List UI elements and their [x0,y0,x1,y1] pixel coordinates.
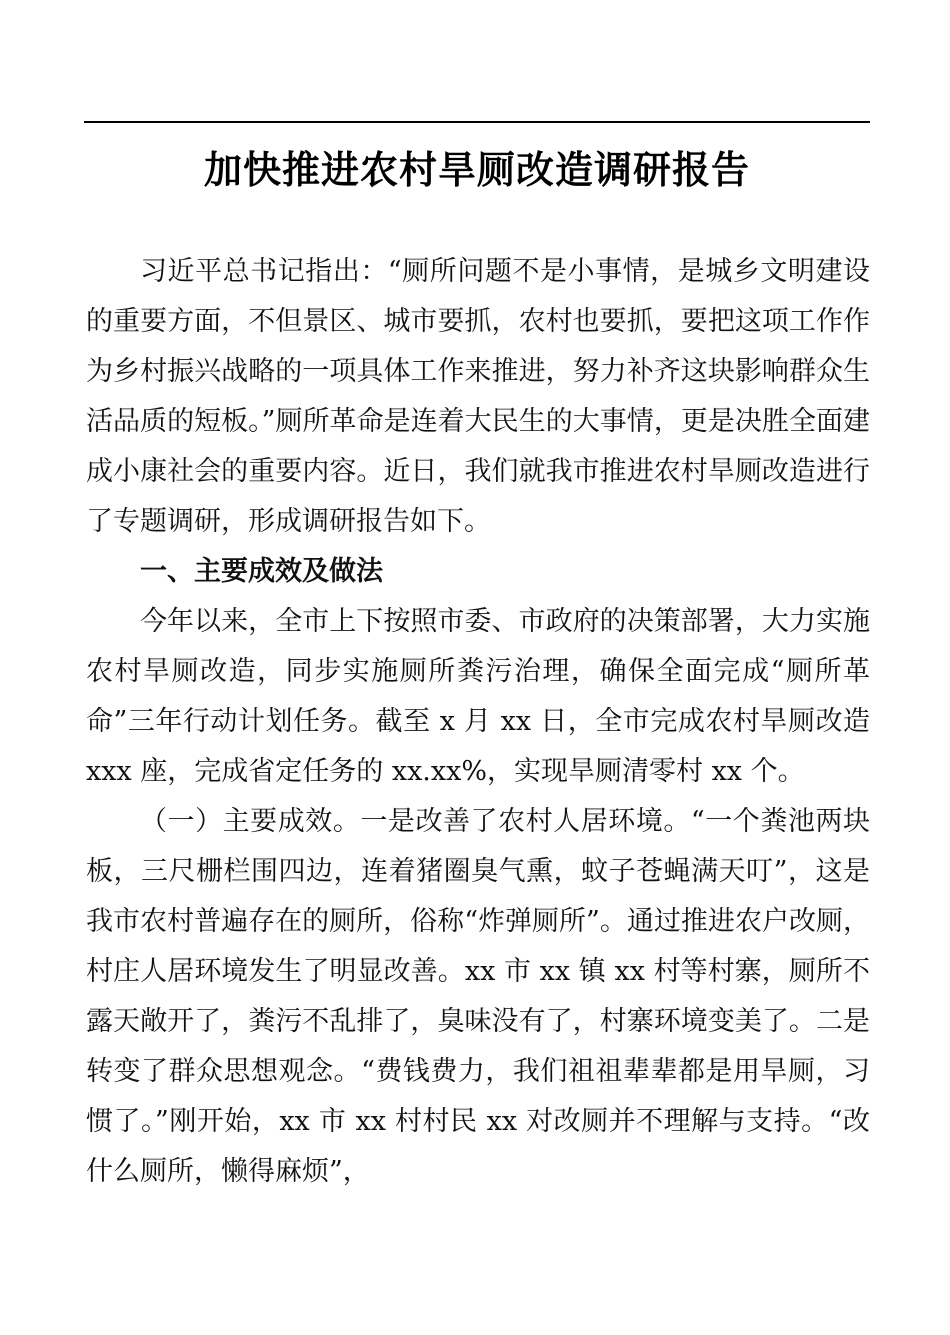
intro-paragraph: 习近平总书记指出：“厕所问题不是小事情，是城乡文明建设的重要方面，不但景区、城市要抓，农村也要抓，要把这项工作作为乡村振兴战略的一项具体工作来推进，努力补齐这块影响群众生活品质的短板。”厕所革命是连着大民生的大事情，更是决胜全面建成小康社会的重要内容。近日，我们就我市推进农村旱厕改造进行了专题调研，形成调研报告如下。 [86,256,870,537]
section-paragraph: （一）主要成效。一是改善了农村人居环境。“一个粪池两块板，三尺栅栏围四边，连着猪圈臭气熏，蚊子苍蝇满天叮”，这是我市农村普遍存在的厕所，俗称“炸弹厕所”。通过推进农户改厕，村庄人居环境发生了明显改善。xx 市 xx 镇 xx 村等村寨，厕所不露天敞开了，粪污不乱排了，臭味没有了，村寨环境变美了。二是转变了群众思想观念。“费钱费力，我们祖祖辈辈都是用旱厕，习惯了。”刚开始，xx 市 xx 村村民 xx 对改厕并不理解与支持。“改什么厕所，懒得麻烦”， [86,806,870,1187]
section-heading: 一、主要成效及做法 [140,556,383,587]
document-body [86,247,870,1197]
header-rule [84,121,870,123]
section-paragraph: 今年以来，全市上下按照市委、市政府的决策部署，大力实施农村旱厕改造，同步实施厕所粪污治理，确保全面完成“厕所革命”三年行动计划任务。截至 x 月 xx 日，全市完成农村旱厕改造 xxx 座，完成省定任务的 xx.xx%，实现旱厕清零村 xx 个。 [86,606,870,787]
document-title: 加快推进农村旱厕改造调研报告 [203,147,750,192]
